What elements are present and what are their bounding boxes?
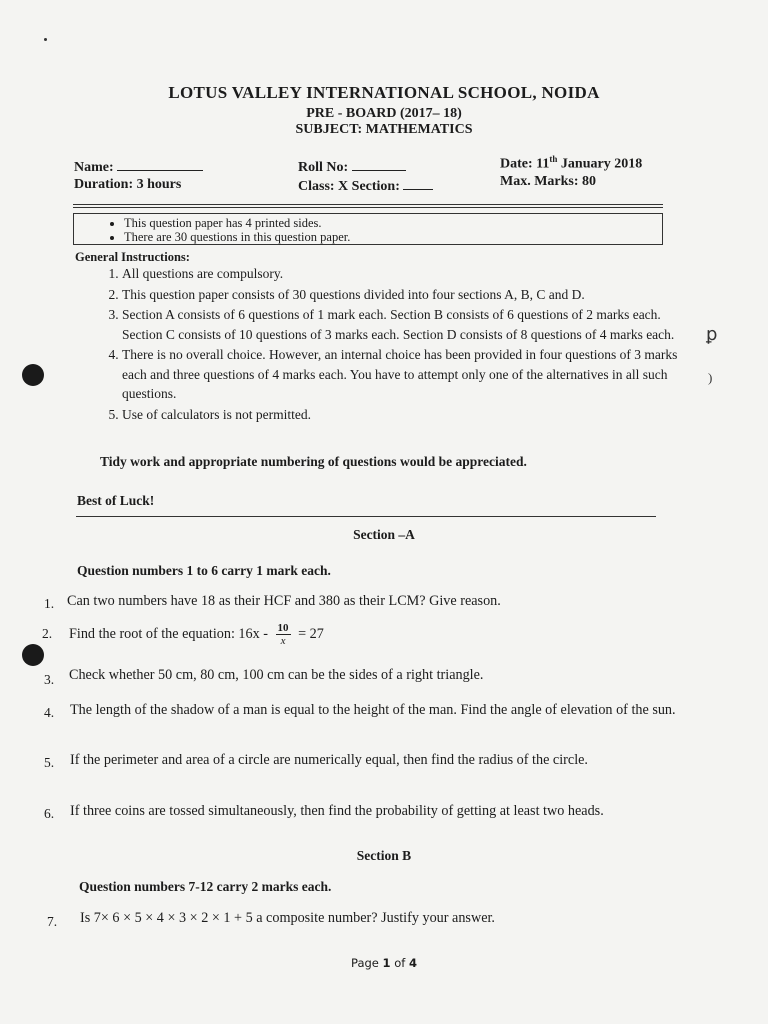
date-text: Date: 11th January 2018 [500,154,643,172]
section-blank [403,177,433,190]
scan-dot [44,38,47,41]
question-2-text: Find the root of the equation: 16x - $\frac{10}{x}$ = 27 [69,622,324,647]
instruction-item: 3. Section A consists of 6 questions of 1 mark each. Section B consists of 6 questions of 2 marks each. Section C consists of 10 questions of 3 marks each. Section D consists of 8 questions of 4 marks each. [122,305,692,344]
section-b-subtitle: Question numbers 7-12 carry 2 marks each. [79,879,332,894]
question-6-text: If three coins are tossed simultaneously, then find the probability of getting at least two heads. [70,803,604,819]
class-label: Class: X Section: [298,179,400,194]
instructions-list [96,264,692,425]
instruction-item: 1. All questions are compulsory. [122,264,692,284]
question-3-text: Check whether 50 cm, 80 cm, 100 cm can be the sides of a right triangle. [69,667,484,683]
question-4-text: The length of the shadow of a man is equal to the height of the man. Find the angle of elevation of the sun. [70,702,676,718]
notes-box [73,213,663,245]
class-field [298,177,433,195]
roll-label: Roll No: [298,160,349,175]
note-item: • This question paper has 4 printed sides. [124,216,662,230]
question-number: 4. [44,705,55,720]
name-label: Name: [74,160,114,175]
section-a-title: Section –A [353,527,415,542]
max-marks-text: Max. Marks: 80 [500,174,597,189]
page-footer: Page 1 of 4 [351,956,417,970]
question-number: 1. [44,596,55,611]
roll-blank [352,158,406,171]
subject-title: SUBJECT: MATHEMATICS [295,122,473,137]
tidy-note: Tidy work and appropriate numbering of questions would be appreciated. [100,454,527,469]
margin-mark: ) [708,370,713,385]
question-number: 3. [44,672,55,687]
section-divider [76,516,656,517]
roll-field [298,158,406,176]
note-item: • There are 30 questions in this question paper. [124,230,662,244]
margin-scribble: ꝑ [706,324,718,344]
best-luck: Best of Luck! [77,493,155,508]
section-b-title: Section B [356,848,412,863]
name-blank [117,158,203,171]
instruction-item: 5. Use of calculators is not permitted. [122,405,692,425]
school-name: LOTUS VALLEY INTERNATIONAL SCHOOL, NOIDA [168,83,600,102]
question-number: 6. [44,806,55,821]
fraction: $\frac{10}{x}$ [277,622,289,647]
punch-hole-bottom [22,644,44,666]
section-a-subtitle: Question numbers 1 to 6 carry 1 mark each. [77,563,331,578]
duration-text: Duration: 3 hours [74,177,182,192]
instruction-item: 2. This question paper consists of 30 questions divided into four sections A, B, C and D. [122,285,692,305]
question-7-text: Is 7× 6 × 5 × 4 × 3 × 2 × 1 + 5 a composite number? Justify your answer. [80,910,495,926]
question-number: 2. [42,626,53,641]
instruction-item: 4. There is no overall choice. However, an internal choice has been provided in four questions of 3 marks each and three questions of 4 marks each. You have to attempt only one of the alternatives in all such questions. [122,345,692,404]
punch-hole-top [22,364,44,386]
header-divider-1 [73,204,663,205]
question-number: 7. [47,914,58,929]
question-5-text: If the perimeter and area of a circle are numerically equal, then find the radius of the circle. [70,752,588,768]
question-number: 5. [44,755,55,770]
name-field [74,158,203,176]
instructions-title: General Instructions: [75,250,190,264]
exam-title: PRE - BOARD (2017– 18) [306,106,462,121]
question-1-text: Can two numbers have 18 as their HCF and 380 as their LCM? Give reason. [67,593,501,609]
header-divider-2 [73,207,663,208]
